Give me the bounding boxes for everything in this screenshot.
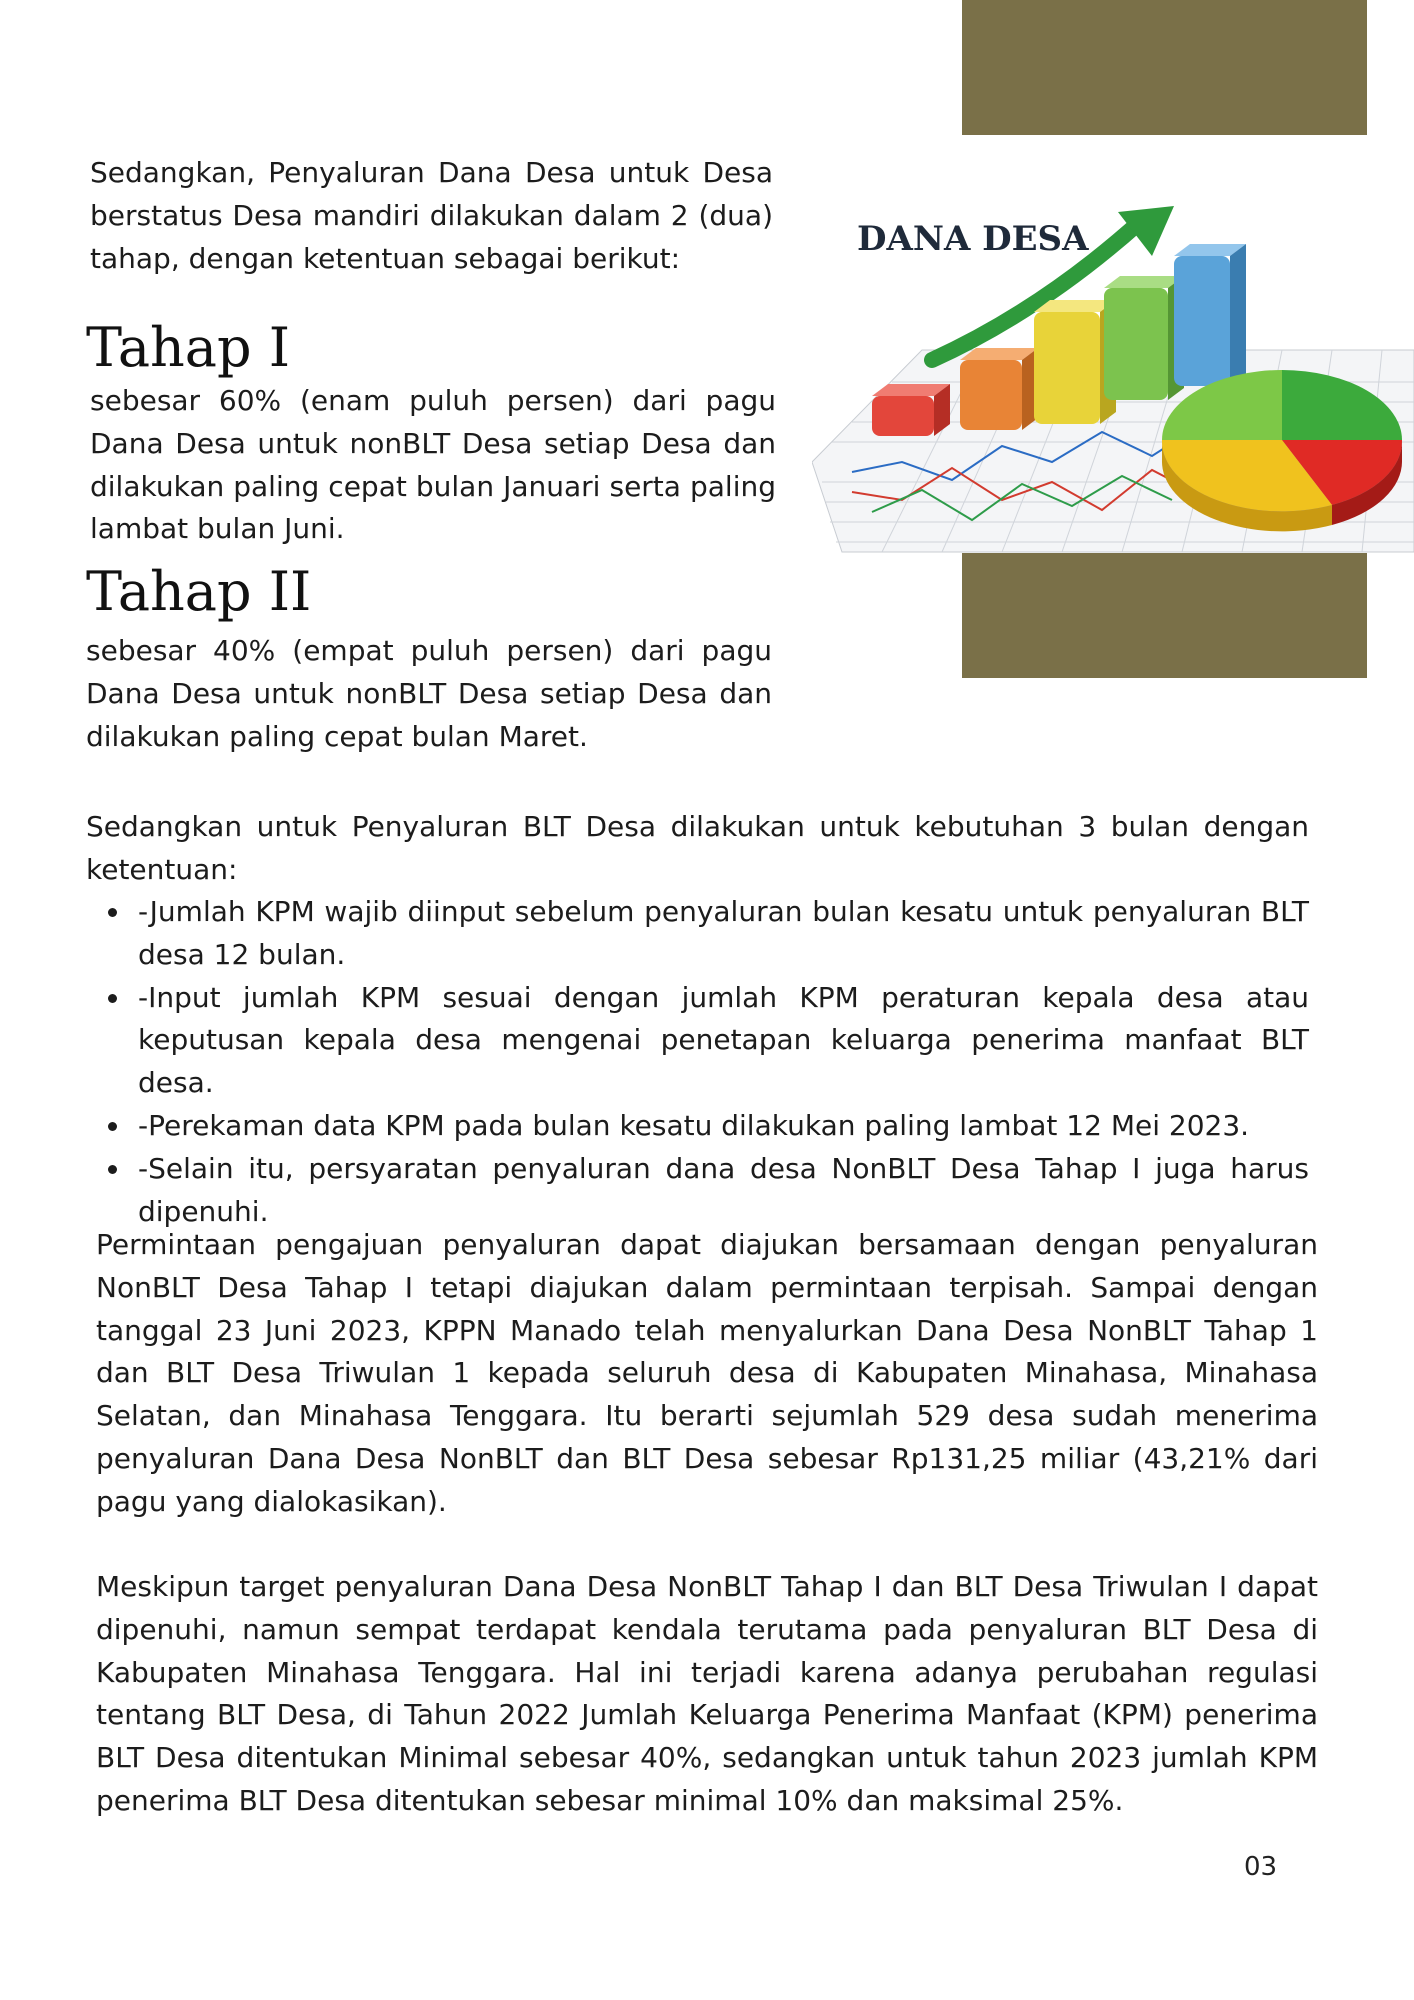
bullet-icon xyxy=(108,1165,117,1174)
bar-chart-pie-illustration xyxy=(812,200,1414,560)
tahap-1-text: sebesar 60% (enam puluh persen) dari pagu Dana Desa untuk nonBLT Desa setiap Desa dan dilakukan paling cepat bulan Januari serta paling lambat bulan Juni. xyxy=(90,384,776,546)
list-item-text: -Selain itu, persyaratan penyaluran dana desa NonBLT Desa Tahap I juga harus dipenuhi. xyxy=(138,1151,1309,1228)
list-item xyxy=(86,891,1309,977)
blt-intro-paragraph: Sedangkan untuk Penyaluran BLT Desa dilakukan untuk kebutuhan 3 bulan dengan ketentuan: xyxy=(86,810,1309,886)
page-number: 03 xyxy=(1244,1852,1278,1882)
list-item xyxy=(86,1105,1309,1148)
list-item-text: -Jumlah KPM wajib diinput sebelum penyaluran bulan kesatu untuk penyaluran BLT desa 12 bulan. xyxy=(138,895,1309,971)
constraints-paragraph: Meskipun target penyaluran Dana Desa NonBLT Tahap I dan BLT Desa Triwulan I dapat dipenuhi, namun sempat terdapat kendala terutama pada penyaluran BLT Desa di Kabupaten Minahasa Tenggara. Hal ini terjadi karena adanya perubahan regulasi tentang BLT Desa, di Tahun 2022 Jumlah Keluarga Penerima Manfaat (KPM) penerima BLT Desa ditentukan Minimal sebesar 40%, sedangkan untuk tahun 2023 jumlah KPM penerima BLT Desa ditentukan sebesar minimal 10% dan maksimal 25%. xyxy=(96,1570,1318,1817)
bar-blue-icon xyxy=(1174,244,1246,386)
list-item-text: -Perekaman data KPM pada bulan kesatu dilakukan paling lambat 12 Mei 2023. xyxy=(138,1108,1250,1142)
distribution-status-paragraph: Permintaan pengajuan penyaluran dapat diajukan bersamaan dengan penyaluran NonBLT Desa Tahap I tetapi diajukan dalam permintaan terpisah. Sampai dengan tanggal 23 Juni 2023, KPPN Manado telah menyalurkan Dana Desa NonBLT Tahap 1 dan BLT Desa Triwulan 1 kepada seluruh desa di Kabupaten Minahasa, Minahasa Selatan, dan Minahasa Tenggara. Itu berarti sejumlah 529 desa sudah menerima penyaluran Dana Desa NonBLT dan BLT Desa sebesar Rp131,25 miliar (43,21% dari pagu yang dialokasikan). xyxy=(96,1228,1318,1518)
list-item xyxy=(86,1148,1309,1234)
tahap-1-heading: Tahap I xyxy=(86,316,291,379)
tahap-2-heading: Tahap II xyxy=(86,560,312,623)
bullet-icon xyxy=(108,908,117,917)
decorative-block-top xyxy=(962,0,1367,135)
bullet-icon xyxy=(108,994,117,1003)
bar-orange-icon xyxy=(960,348,1038,430)
bar-red-icon xyxy=(872,384,950,436)
illustration-label: DANA DESA xyxy=(857,219,1089,259)
pie-chart-icon xyxy=(1162,370,1402,531)
list-item-text: -Input jumlah KPM sesuai dengan jumlah KPM peraturan kepala desa atau keputusan kepala desa mengenai penetapan keluarga penerima manfaat BLT desa. xyxy=(138,980,1309,1100)
bar-green-icon xyxy=(1104,276,1184,400)
blt-requirements-list xyxy=(86,891,1309,1233)
tahap-2-text: sebesar 40% (empat puluh persen) dari pagu Dana Desa untuk nonBLT Desa setiap Desa dan dilakukan paling cepat bulan Maret. xyxy=(86,634,772,753)
bullet-icon xyxy=(108,1122,117,1131)
bar-yellow-icon xyxy=(1034,300,1116,424)
intro-paragraph: Sedangkan, Penyaluran Dana Desa untuk Desa berstatus Desa mandiri dilakukan dalam 2 (dua) tahap, dengan ketentuan sebagai berikut: xyxy=(90,156,773,275)
list-item xyxy=(86,977,1309,1105)
decorative-block-bottom xyxy=(962,553,1367,678)
